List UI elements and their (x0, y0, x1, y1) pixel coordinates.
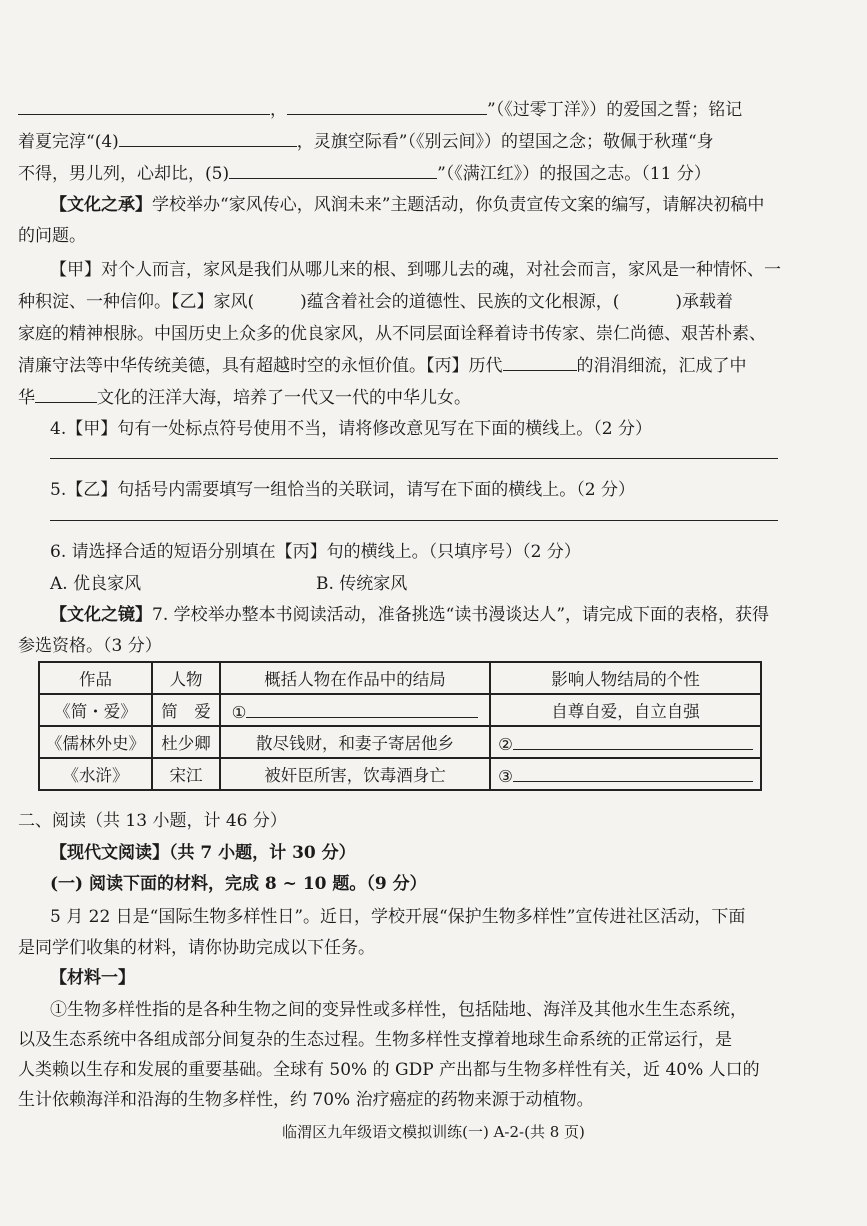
table-cell-answer[interactable]: ② (490, 726, 761, 758)
section-2-heading: 二、阅读（共 13 小题，计 46 分） (18, 811, 287, 831)
question-4: 4.【甲】句有一处标点符号使用不当，请将修改意见写在下面的横线上。（2 分） (50, 419, 652, 439)
page-footer: 临渭区九年级语文模拟训练(一) A-2-(共 8 页) (282, 1123, 585, 1141)
answer-blank[interactable] (287, 96, 487, 115)
table-cell: 《儒林外史》 (39, 726, 152, 758)
intro-line: 是同学们收集的材料，请你协助完成以下任务。 (18, 938, 375, 958)
table-header: 人物 (152, 662, 220, 694)
table-cell: 杜少卿 (152, 726, 220, 758)
material-line: 人类赖以生存和发展的重要基础。全球有 50% 的 GDP 产出都与生物多样性有关，近 40% 人口的 (18, 1060, 760, 1080)
q6-options (50, 572, 848, 596)
reading-table (38, 661, 762, 791)
part-1-heading: (一) 阅读下面的材料，完成 8 ~ 10 题。（9 分） (50, 874, 427, 894)
poem-line-1: ， ”（《过零丁洋》）的爱国之誓；铭记 (18, 96, 848, 122)
question-7: 【文化之镜】7. 学校举办整本书阅读活动，准备挑选“读书漫谈达人”，请完成下面的表格，获得 (50, 605, 770, 625)
table-cell: 简 爱 (152, 694, 220, 726)
passage-line: 华 文化的汪洋大海，培养了一代又一代的中华儿女。 (18, 384, 848, 410)
table-header: 影响人物结局的个性 (490, 662, 761, 694)
option-b: B. 传统家风 (316, 574, 408, 594)
material-line: ①生物多样性指的是各种生物之间的变异性或多样性，包括陆地、海洋及其他水生生态系统， (50, 1000, 747, 1020)
passage-line: 【甲】对个人而言，家风是我们从哪儿来的根、到哪儿去的魂，对社会而言，家风是一种情怀、一 (50, 260, 781, 280)
table-cell: 被奸臣所害，饮毒酒身亡 (220, 758, 490, 790)
modern-reading-heading: 【现代文阅读】（共 7 小题，计 30 分） (50, 843, 356, 863)
answer-blank[interactable] (503, 352, 577, 371)
table-cell: 《水浒》 (39, 758, 152, 790)
table-row (39, 694, 761, 726)
material-line: 生计依赖海洋和沿海的生物多样性，约 70% 治疗癌症的药物来源于动植物。 (18, 1090, 594, 1110)
answer-line-q5[interactable] (50, 520, 778, 521)
material-1-title: 【材料一】 (50, 968, 135, 988)
intro-line: 5 月 22 日是“国际生物多样性日”。近日，学校开展“保护生物多样性”宣传进社区活动，下面 (50, 907, 746, 927)
table-cell: 《简・爱》 (39, 694, 152, 726)
option-a: A. 优良家风 (50, 574, 142, 594)
table-header: 概括人物在作品中的结局 (220, 662, 490, 694)
question-6: 6. 请选择合适的短语分别填在【丙】句的横线上。（只填序号）（2 分） (50, 542, 581, 562)
culture-inherit-intro: 【文化之承】学校举办“家风传心，风润未来”主题活动，你负责宣传文案的编写，请解决初稿中 (50, 195, 765, 215)
answer-line-q4[interactable] (50, 458, 778, 459)
passage-line: 家庭的精神根脉。中国历史上众多的优良家风，从不同层面诠释着诗书传家、崇仁尚德、艰苦朴素、 (18, 324, 766, 344)
table-row (39, 726, 761, 758)
answer-blank[interactable] (119, 128, 297, 147)
table-header-row (39, 662, 761, 694)
table-row (39, 758, 761, 790)
question-5: 5.【乙】句括号内需要填写一组恰当的关联词，请写在下面的横线上。（2 分） (50, 480, 635, 500)
answer-blank[interactable] (18, 96, 270, 115)
table-cell-answer[interactable]: ① (220, 694, 490, 726)
table-cell: 宋江 (152, 758, 220, 790)
passage-line: 清廉守法等中华传统美德，具有超越时空的永恒价值。【丙】历代 的涓涓细流，汇成了中 (18, 352, 848, 378)
table-cell-answer[interactable]: ③ (490, 758, 761, 790)
poem-line-2: 着夏完淳“(4) ，灵旗空际看”（《别云间》）的望国之念；敬佩于秋瑾“身 (18, 128, 848, 154)
question-7-cont: 参选资格。（3 分） (18, 636, 162, 656)
answer-blank[interactable] (229, 160, 437, 179)
answer-blank[interactable] (35, 384, 97, 403)
table-header: 作品 (39, 662, 152, 694)
table-cell: 自尊自爱，自立自强 (490, 694, 761, 726)
passage-line: 种积淀、一种信仰。【乙】家风( )蕴含着社会的道德性、民族的文化根源，( )承载着 (18, 292, 734, 312)
culture-inherit-intro-2: 的问题。 (18, 226, 86, 246)
material-line: 以及生态系统中各组成部分间复杂的生态过程。生物多样性支撑着地球生命系统的正常运行，是 (18, 1030, 732, 1050)
poem-line-3: 不得，男儿列，心却比，(5) ”（《满江红》）的报国之志。（11 分） (18, 160, 848, 186)
table-cell: 散尽钱财，和妻子寄居他乡 (220, 726, 490, 758)
